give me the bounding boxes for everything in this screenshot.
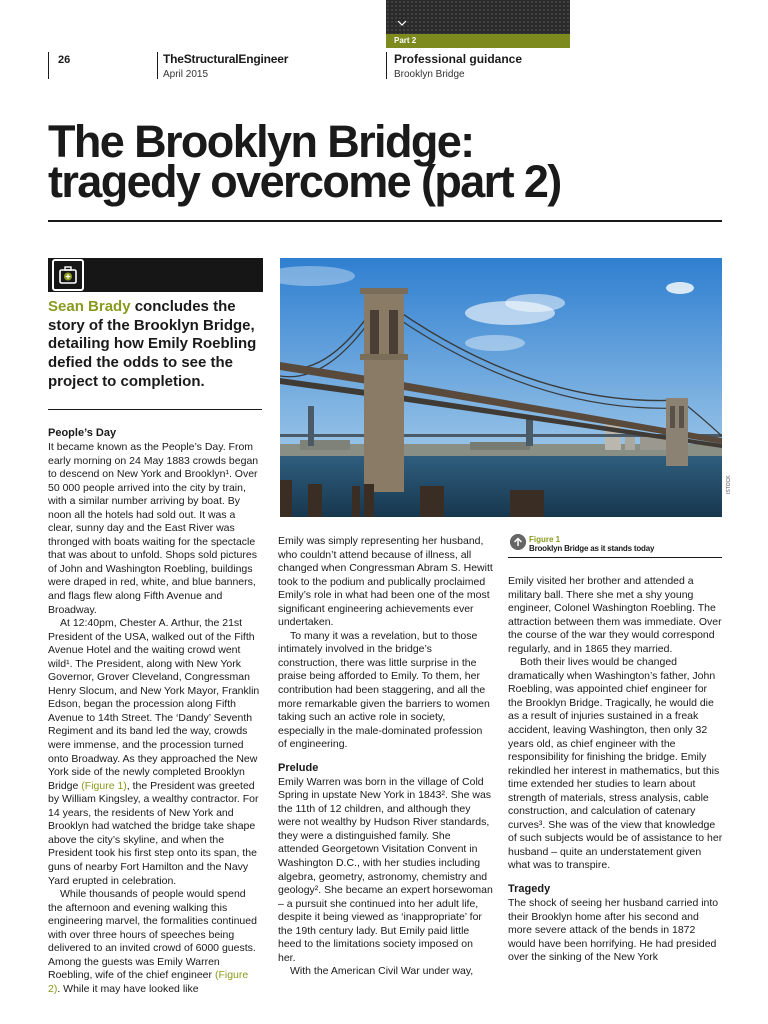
brooklyn-bridge-photo bbox=[280, 258, 722, 517]
paragraph bbox=[48, 617, 263, 888]
paragraph: To many it was a revelation, but to those intimately involved in the bridge’s construction, there was little surprise in the praise being afforded to Emily. To them, her contribution had been staggering, and all the more remarkable given the barriers to women taking such an active role in society, especially in the male-dominated profession of engineering. bbox=[278, 629, 490, 751]
section-name: Professional guidance bbox=[394, 52, 523, 66]
article-title bbox=[48, 116, 728, 207]
toolkit-icon bbox=[52, 259, 84, 291]
paragraph: Both their lives would be changed dramatically when Washington’s father, John Roebling, was appointed chief engineer for the Brooklyn Bridge. Tragically, he would die as a result of injuries sustained in a freak accident, leaving Washington, then only 32 years old, as chief engineer with the responsibility for finishing the bridge. Emily rekindled her interest in mathematics, but this time extended her studies to learn about strength of materials, stress analysis, cable construction, and calculation of catenary curves³. She was of the view that knowledge of such subjects would be of assistance to her husband – quite an understatement given what was to transpire. bbox=[508, 656, 723, 872]
figure-label: Figure 1 bbox=[529, 535, 561, 544]
standfirst-rule bbox=[48, 409, 262, 410]
page-number: 26 bbox=[58, 54, 71, 66]
photo-credit: ISTOCK bbox=[726, 475, 732, 494]
header-divider bbox=[157, 52, 158, 79]
header-divider bbox=[48, 52, 49, 79]
paragraph-text: , the President was greeted by William Kingsley, a wealthy contractor. For 14 years, the residents of New York and Brooklyn had watched the bridge take shape above the city’s skyline, and when the President took his first step onto its span, the guns of nearby Fort Hamilton and the Navy Yard erupted in celebration. bbox=[48, 779, 259, 887]
standfirst-text: concludes the story of the Brooklyn Bridge, detailing how Emily Roebling defied the odds to see the project to completion. bbox=[48, 298, 257, 390]
part-tab bbox=[386, 0, 570, 34]
standfirst bbox=[48, 298, 264, 392]
paragraph: Emily was simply representing her husband, who couldn’t attend because of illness, all changed when Congressman Abram S. Hewitt took to the podium and publically proclaimed Emily’s role in what had been one of the most significant engineering achievements ever undertaken. bbox=[278, 535, 493, 629]
text-column-3 bbox=[508, 575, 723, 965]
title-rule bbox=[48, 220, 722, 222]
topic-name: Brooklyn Bridge bbox=[394, 69, 465, 80]
caption-rule bbox=[508, 557, 722, 558]
text-column-1 bbox=[48, 425, 263, 996]
header-divider bbox=[386, 52, 387, 79]
title-line-2: tragedy overcome (part 2) bbox=[48, 156, 561, 207]
subheading-prelude: Prelude bbox=[278, 761, 319, 774]
arrow-up-circle-icon bbox=[510, 534, 526, 550]
magazine-name: TheStructuralEngineer bbox=[163, 52, 289, 66]
subheading-tragedy: Tragedy bbox=[508, 883, 551, 896]
paragraph-text: At 12:40pm, Chester A. Arthur, the 21st President of the USA, walked out of the Fifth Avenue Hotel and the waiting crowd went wild¹. The President, along with New York Governor, Grover Cleveland, Congressman Henry Slocum, and New York Mayor, Franklin Edson, began the procession along Fifth Avenue to 14th Street. The ‘Dandy’ Seventh Regiment and its band led the way, crowds were immense, and the procession turned onto Broadway. As they approached the New York side of the newly completed Brooklyn Bridge bbox=[48, 617, 260, 792]
figure-2-link[interactable]: (Figure 2) bbox=[48, 969, 249, 995]
figure-1-link[interactable]: (Figure 1) bbox=[81, 779, 127, 792]
paragraph-text: While thousands of people would spend the afternoon and evening walking this engineering marvel, the formalities continued with over three hours of speeches being delivered to an invited crowd of 6000 guests. Among the guests was Emily Warren Roebling, wife of the chief engineer bbox=[48, 888, 257, 982]
issue-date: April 2015 bbox=[163, 69, 209, 80]
figure-caption: Brooklyn Bridge as it stands today bbox=[529, 544, 655, 553]
author-name: Sean Brady bbox=[48, 298, 131, 315]
subheading-peoples-day: People’s Day bbox=[48, 427, 117, 439]
paragraph: It became known as the People’s Day. From early morning on 24 May 1883 crowds began to descend on New York and Brooklyn¹. Over 50 000 people arrived into the city by train, with a similar number arriving by boat. By noon all the hotels had sold out. It was a clear, sunny day and the East River was thronged with boats waiting for the spectacle that was about to unfold. Shops sold pictures of John and Washington Roebling, buildings were draped in red, white, and blue banners, and flags flew along Fifth Avenue and Broadway. bbox=[48, 441, 259, 616]
title-line-1: The Brooklyn Bridge: bbox=[48, 116, 474, 167]
paragraph: Emily Warren was born in the village of Cold Spring in upstate New York in 1843². She was the 11th of 12 children, and although they were not wealthy by Hudson River standards, they were a distinguished family. She attended Georgetown Visitation Convent in Washington D.C., with her studies including algebra, geometry, astronomy, chemistry and geology². She became an expert horsewoman – a pursuit she continued into her adult life, despite it being viewed as ‘inappropriate’ for the 19th century lady. But Emily paid little heed to the limitations society imposed on her. bbox=[278, 775, 493, 964]
paragraph: With the American Civil War under way, bbox=[290, 965, 474, 978]
part-label: Part 2 bbox=[386, 34, 570, 48]
text-column-2 bbox=[278, 535, 493, 979]
paragraph bbox=[48, 888, 263, 996]
paragraph: The shock of seeing her husband carried into their Brooklyn home after his second and more severe attack of the bends in 1872 would have been horrifying. He had presided over the sinking of the New York bbox=[508, 897, 719, 964]
paragraph-text: . While it may have looked like bbox=[57, 982, 199, 995]
chevron-down-icon bbox=[397, 18, 407, 28]
paragraph: Emily visited her brother and attended a military ball. There she met a shy young engineer, Colonel Washington Roebling. The attraction between them was immediate. Over the course of the war they would correspond regularly, and in 1865 they married. bbox=[508, 575, 722, 655]
